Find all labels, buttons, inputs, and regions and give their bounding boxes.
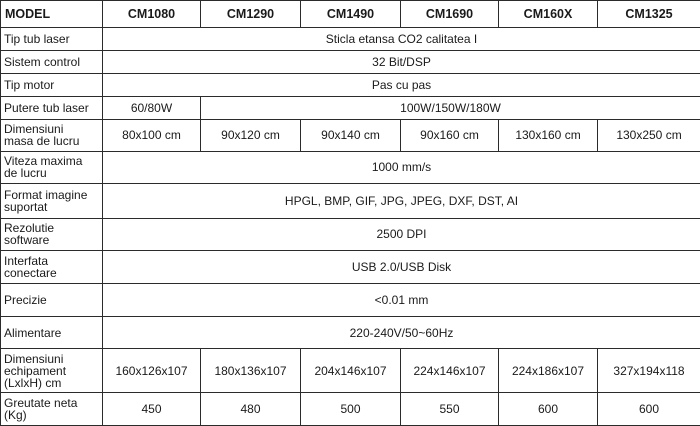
row-precision xyxy=(1,283,700,316)
value-table-size-cm160x: 130x160 cm xyxy=(499,120,598,151)
model-cm1490: CM1490 xyxy=(301,1,401,28)
value-table-size-cm1080: 80x100 cm xyxy=(103,120,201,151)
label-table-size xyxy=(1,120,103,151)
model-cm1080: CM1080 xyxy=(103,1,201,28)
row-tube-power xyxy=(1,97,700,120)
value-table-size-cm1490: 90x140 cm xyxy=(301,120,401,151)
row-max-speed xyxy=(1,151,700,183)
value-equipment-size-cm1690: 224x146x107 xyxy=(401,349,499,393)
label-interface-line1: Interfata xyxy=(4,253,49,268)
value-max-speed: 1000 mm/s xyxy=(103,151,700,183)
label-precision: Precizie xyxy=(1,283,103,316)
value-tube-type: Sticla etansa CO2 calitatea I xyxy=(103,28,700,51)
label-interface-line2: conectare xyxy=(4,265,57,280)
row-motor-type xyxy=(1,74,700,97)
label-power-supply: Alimentare xyxy=(1,316,103,348)
value-interface: USB 2.0/USB Disk xyxy=(103,251,700,283)
label-interface xyxy=(1,251,103,283)
label-net-weight-line2: (Kg) xyxy=(4,408,27,423)
row-table-size xyxy=(1,120,700,151)
value-tube-power-cm1080: 60/80W xyxy=(103,97,201,120)
model-header: MODEL xyxy=(1,1,103,28)
label-table-size-line2: masa de lucru xyxy=(4,134,80,149)
label-net-weight xyxy=(1,393,103,426)
label-table-size-line1: Dimensiuni xyxy=(4,122,64,137)
label-control-system: Sistem control xyxy=(1,51,103,74)
label-software-resolution-line2: software xyxy=(4,233,50,248)
label-max-speed xyxy=(1,151,103,183)
label-max-speed-line2: de lucru xyxy=(4,166,47,181)
model-cm160x: CM160X xyxy=(499,1,598,28)
value-equipment-size-cm1325: 327x194x118 xyxy=(598,349,700,393)
row-image-format xyxy=(1,184,700,219)
value-equipment-size-cm160x: 224x186x107 xyxy=(499,349,598,393)
value-tube-power-others: 100W/150W/180W xyxy=(201,97,700,120)
label-motor-type: Tip motor xyxy=(1,74,103,97)
value-equipment-size-cm1080: 160x126x107 xyxy=(103,349,201,393)
label-software-resolution-line1: Rezolutie xyxy=(4,221,55,236)
value-equipment-size-cm1290: 180x136x107 xyxy=(201,349,301,393)
value-net-weight-cm1325: 600 xyxy=(598,393,700,426)
row-power-supply xyxy=(1,316,700,348)
row-net-weight xyxy=(1,393,700,426)
model-cm1325: CM1325 xyxy=(598,1,700,28)
value-image-format: HPGL, BMP, GIF, JPG, JPEG, DXF, DST, AI xyxy=(103,184,700,219)
value-table-size-cm1325: 130x250 cm xyxy=(598,120,700,151)
label-max-speed-line1: Viteza maxima xyxy=(4,154,83,169)
label-equipment-size-line3: (LxlxH) cm xyxy=(4,375,62,390)
label-software-resolution xyxy=(1,218,103,250)
model-cm1690: CM1690 xyxy=(401,1,499,28)
label-image-format-line1: Format imagine xyxy=(4,187,88,202)
label-equipment-size-line2: echipament xyxy=(4,363,67,378)
value-net-weight-cm1290: 480 xyxy=(201,393,301,426)
value-equipment-size-cm1490: 204x146x107 xyxy=(301,349,401,393)
value-net-weight-cm1080: 450 xyxy=(103,393,201,426)
value-motor-type: Pas cu pas xyxy=(103,74,700,97)
value-power-supply: 220-240V/50~60Hz xyxy=(103,316,700,348)
label-equipment-size-line1: Dimensiuni xyxy=(4,351,64,366)
value-control-system: 32 Bit/DSP xyxy=(103,51,700,74)
label-tube-type: Tip tub laser xyxy=(1,28,103,51)
value-net-weight-cm160x: 600 xyxy=(499,393,598,426)
header-row xyxy=(1,1,700,28)
value-table-size-cm1690: 90x160 cm xyxy=(401,120,499,151)
label-tube-power: Putere tub laser xyxy=(1,97,103,120)
value-precision: <0.01 mm xyxy=(103,283,700,316)
value-table-size-cm1290: 90x120 cm xyxy=(201,120,301,151)
label-equipment-size xyxy=(1,349,103,393)
row-control-system xyxy=(1,51,700,74)
value-software-resolution: 2500 DPI xyxy=(103,218,700,250)
row-interface xyxy=(1,251,700,283)
value-net-weight-cm1690: 550 xyxy=(401,393,499,426)
row-equipment-size xyxy=(1,349,700,393)
model-cm1290: CM1290 xyxy=(201,1,301,28)
label-image-format-line2: suportat xyxy=(4,199,48,214)
row-software-resolution xyxy=(1,218,700,250)
label-image-format xyxy=(1,184,103,219)
label-net-weight-line1: Greutate neta xyxy=(4,396,78,411)
value-net-weight-cm1490: 500 xyxy=(301,393,401,426)
row-tube-type xyxy=(1,28,700,51)
